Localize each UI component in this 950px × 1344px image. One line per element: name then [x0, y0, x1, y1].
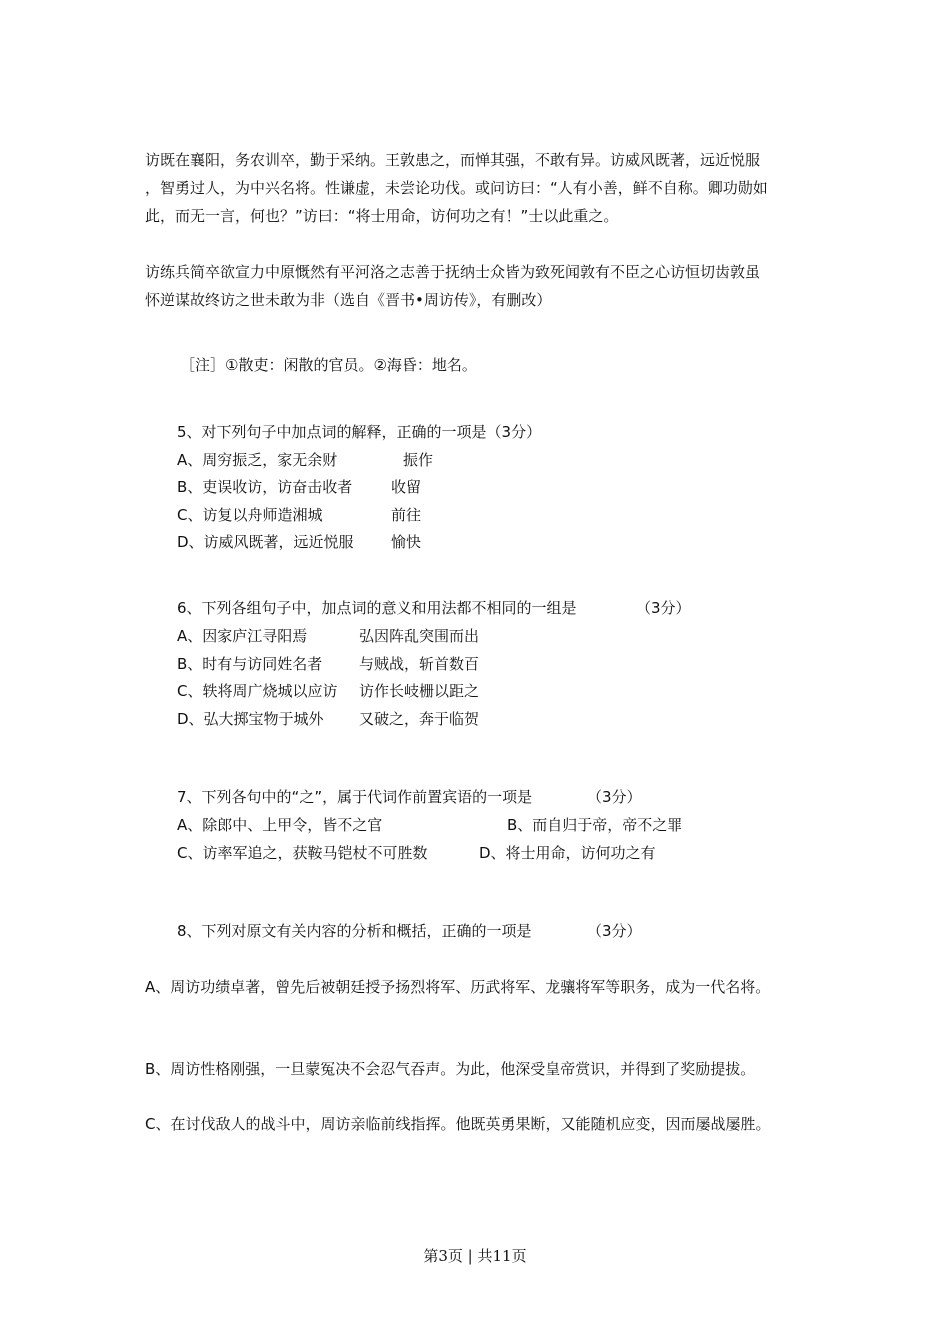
footnote: ［注］①散吏：闲散的官员。②海昏：地名。	[180, 356, 477, 374]
q6-option-d-right: 又破之，奔于临贺	[359, 710, 480, 728]
passage-line: ，智勇过人，为中兴名将。性谦虚，未尝论功伐。或问访曰：“人有小善，鲜不自称。卿功勋如	[145, 179, 768, 197]
q6-option-b-right: 与贼战，斩首数百	[359, 655, 480, 673]
q5-option-d-gloss: 愉快	[391, 533, 422, 551]
q5-option-b: B、吏误收访，访奋击收者	[177, 478, 353, 496]
question-8-score: （3分）	[587, 922, 642, 940]
q6-option-d-left: D、弘大掷宝物于城外	[177, 710, 324, 728]
question-7-score: （3分）	[587, 788, 642, 806]
passage-line: 访既在襄阳，务农训卒，勤于采纳。王敦患之，而惮其强，不敢有异。访威风既著，远近悦服	[145, 151, 761, 169]
q6-option-c-right: 访作长岐栅以距之	[359, 682, 480, 700]
question-5-stem: 5、对下列句子中加点词的解释，正确的一项是（3分）	[177, 423, 542, 441]
q7-option-d: D、将士用命，访何功之有	[479, 844, 656, 862]
q7-option-b: B、而自归于帝，帝不之罪	[507, 816, 683, 834]
question-6-score: （3分）	[636, 599, 691, 617]
passage-line: 此，而无一言，何也？”访曰：“将士用命，访何功之有！”士以此重之。	[145, 207, 619, 225]
passage-line: 访练兵简卒欲宣力中原慨然有平河洛之志善于抚纳士众皆为致死闻敦有不臣之心访恒切齿敦虽	[145, 263, 761, 281]
passage-line: 怀逆谋故终访之世未敢为非（选自《晋书•周访传》，有删改）	[145, 291, 552, 309]
q7-option-c: C、访率军追之，获鞍马铠杖不可胜数	[177, 844, 428, 862]
q6-option-c-left: C、轶将周广烧城以应访	[177, 682, 338, 700]
q6-option-a-left: A、因家庐江寻阳焉	[177, 627, 308, 645]
q5-option-c-gloss: 前往	[391, 506, 422, 524]
question-6-stem: 6、下列各组句子中，加点词的意义和用法都不相同的一组是	[177, 599, 577, 617]
question-8-stem: 8、下列对原文有关内容的分析和概括，正确的一项是	[177, 922, 532, 940]
question-7-stem: 7、下列各句中的“之”，属于代词作前置宾语的一项是	[177, 788, 533, 806]
q6-option-b-left: B、时有与访同姓名者	[177, 655, 323, 673]
q8-option-a: A、周访功绩卓著，曾先后被朝廷授予扬烈将军、历武将军、龙骧将军等职务，成为一代名将。	[145, 978, 771, 996]
q7-option-a: A、除郎中、上甲令，皆不之官	[177, 816, 383, 834]
q5-option-a-gloss: 振作	[403, 451, 434, 469]
page-footer: 第3页 | 共11页	[423, 1247, 527, 1265]
q8-option-b: B、周访性格刚强，一旦蒙冤决不会忍气吞声。为此，他深受皇帝赏识，并得到了奖励提拔。	[145, 1060, 756, 1078]
q5-option-a: A、周穷振乏，家无余财	[177, 451, 338, 469]
q5-option-d: D、访威风既著，远近悦服	[177, 533, 354, 551]
q8-option-c: C、在讨伐敌人的战斗中，周访亲临前线指挥。他既英勇果断，又能随机应变，因而屡战屡胜。	[145, 1115, 771, 1133]
q5-option-c: C、访复以舟师造湘城	[177, 506, 323, 524]
q5-option-b-gloss: 收留	[391, 478, 422, 496]
q6-option-a-right: 弘因阵乱突围而出	[359, 627, 480, 645]
